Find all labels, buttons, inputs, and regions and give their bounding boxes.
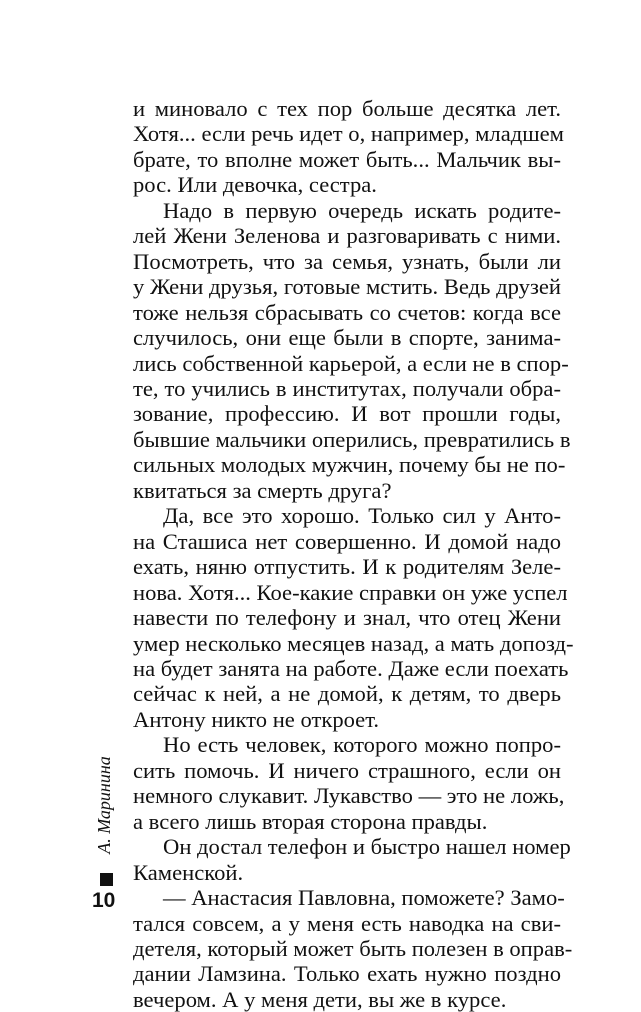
text-line: нова. Хотя... Кое-какие справки он уже успел xyxy=(133,579,568,605)
paragraph xyxy=(133,197,571,503)
text-line: ехать, няню отпустить. И к родителям Зеле- xyxy=(133,554,561,580)
paragraph xyxy=(133,96,564,198)
text-line: Антону никто не откроет. xyxy=(133,706,380,732)
text-line: на будет занята на работе. Даже если поехать xyxy=(133,655,569,681)
text-line: и миновало с тех пор больше десятка лет. xyxy=(133,96,561,121)
text-line: бывшие мальчики оперились, превратились в xyxy=(133,426,571,452)
text-line: квитаться за смерть друга? xyxy=(133,477,392,503)
text-line: Надо в первую очередь искать родите- xyxy=(163,197,561,223)
paragraph xyxy=(133,885,573,1012)
text-line: лей Жени Зеленова и разговаривать с ними. xyxy=(133,223,561,249)
text-line: умер несколько месяцев назад, а мать допозд- xyxy=(133,630,574,656)
text-line: Но есть человек, которого можно попро- xyxy=(163,732,561,758)
running-head-author: А. Маринина xyxy=(94,756,114,854)
text-line: Да, все это хорошо. Только сил у Анто- xyxy=(163,503,561,529)
text-line: сильных молодых мужчин, почему бы не по- xyxy=(133,452,566,478)
text-line: случилось, они еще были в спорте, занима- xyxy=(133,325,561,351)
text-line: у Жени друзья, готовые мстить. Ведь друзей xyxy=(133,274,561,300)
text-line: лись собственной карьерой, а если не в спор- xyxy=(133,350,569,376)
text-line: навести по телефону и знал, что отец Жени xyxy=(133,605,561,631)
text-line: рос. Или девочка, сестра. xyxy=(133,172,377,198)
text-line: — Анастасия Павловна, поможете? Замо- xyxy=(163,885,565,911)
text-line: зование, профессию. И вот прошли годы, xyxy=(133,401,561,427)
paragraph xyxy=(133,503,574,732)
text-line: тоже нельзя сбрасывать со счетов: когда все xyxy=(133,299,561,325)
paragraph xyxy=(133,732,565,834)
text-line: брате, то вполне может быть... Мальчик вы- xyxy=(133,146,561,172)
text-line: немного слукавит. Лукавство — это не ложь, xyxy=(133,783,565,809)
text-line: Он достал телефон и быстро нашел номер xyxy=(163,834,571,860)
text-line: дании Ламзина. Только ехать нужно поздно xyxy=(133,961,561,987)
page-number: 10 xyxy=(92,889,116,912)
text-line: на Сташиса нет совершенно. И домой надо xyxy=(133,528,561,554)
text-line: Посмотреть, что за семья, узнать, были ли xyxy=(133,248,561,274)
paragraph xyxy=(133,834,571,885)
text-line: те, то учились в институтах, получали обра- xyxy=(133,375,561,401)
text-line: а всего лишь вторая сторона правды. xyxy=(133,808,488,834)
text-line: детеля, который может быть полезен в оправ- xyxy=(133,935,573,961)
text-line: Каменской. xyxy=(133,859,244,885)
text-line: сейчас к ней, а не домой, к детям, то дверь xyxy=(133,681,561,707)
page-marker-square xyxy=(100,873,113,886)
text-line: Хотя... если речь идет о, например, младшем xyxy=(133,121,564,147)
body-text xyxy=(133,96,574,1012)
text-line: тался совсем, а у меня есть наводка на сви- xyxy=(133,910,561,936)
text-line: вечером. А у меня дети, вы же в курсе. xyxy=(133,986,507,1012)
text-line: сить помочь. И ничего страшного, если он xyxy=(133,757,561,783)
